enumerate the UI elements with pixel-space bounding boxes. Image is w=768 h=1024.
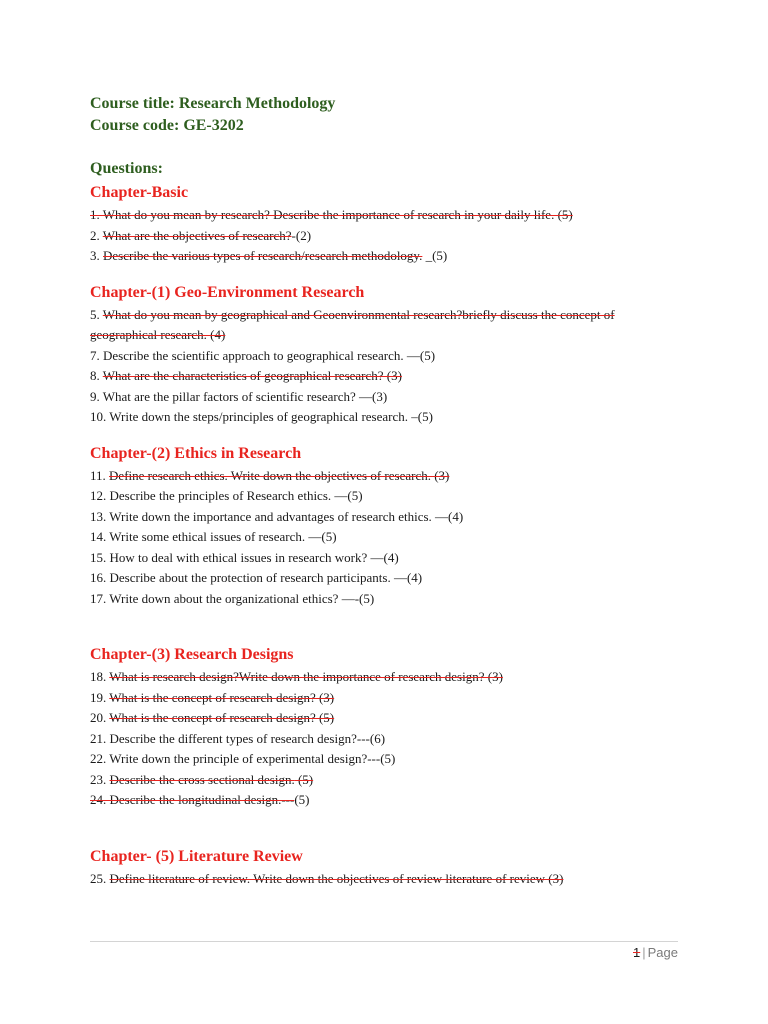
question-24 — [90, 790, 690, 811]
question-number: 23. — [90, 771, 110, 787]
question-marks: -(2) — [291, 227, 312, 243]
question-number: 18. — [90, 669, 110, 684]
questions-label: Questions: — [90, 160, 163, 177]
question-marks: (5) — [294, 771, 314, 787]
footer-separator: | — [642, 945, 646, 960]
question-3 — [90, 246, 690, 267]
page-footer — [633, 944, 678, 962]
question-text: What is the concept of research design? (3) — [109, 689, 335, 705]
chapter-heading-3: Chapter-(3) Research Designs — [90, 646, 294, 663]
question-number: 3. — [90, 248, 103, 263]
question-11 — [90, 466, 690, 487]
document-body — [90, 93, 690, 889]
question-marks: _(5) — [422, 248, 448, 263]
question-8 — [90, 366, 690, 387]
question-number: 5. — [90, 306, 103, 322]
page-label: Page — [647, 945, 678, 960]
chapter-heading-1: Chapter-(1) Geo-Environment Research — [90, 283, 365, 301]
footer-divider — [90, 941, 678, 942]
question-text: What are the objectives of research? — [102, 227, 292, 243]
spacer — [90, 267, 690, 281]
question-text: Describe the cross sectional design. — [109, 771, 295, 787]
question-text: Define research ethics. Write down the objectives of research. (3) — [109, 467, 450, 483]
chapter-heading-basic: Chapter-Basic — [90, 184, 189, 201]
question-text: What are the characteristics of geographical research? (3) — [102, 368, 402, 383]
question-25 — [90, 869, 690, 890]
question-7: 7. Describe the scientific approach to geographical research. —(5) — [90, 347, 436, 363]
question-9: 9. What are the pillar factors of scientific research? —(3) — [90, 388, 388, 404]
question-text: What is research design?Write down the importance of research design? (3) — [109, 669, 503, 684]
question-text: Define literature of review. Write down the objectives of review literature of review (3) — [109, 870, 564, 886]
spacer — [90, 428, 690, 442]
course-title: Course title: Research Methodology — [90, 95, 336, 112]
question-text: Describe the various types of research/research methodology. — [103, 248, 423, 263]
question-text: 24. Describe the longitudinal design.--- — [90, 792, 295, 807]
question-number: 2. — [90, 227, 103, 243]
question-10: 10. Write down the steps/principles of geographical research. –(5) — [90, 409, 433, 424]
question-21: 21. Describe the different types of research design?---(6) — [90, 730, 386, 746]
question-17: 17. Write down about the organizational ethics? —-(5) — [90, 590, 375, 606]
question-5 — [90, 305, 650, 346]
chapter-heading-2: Chapter-(2) Ethics in Research — [90, 444, 302, 462]
question-18 — [90, 667, 690, 688]
question-16: 16. Describe about the protection of research participants. —(4) — [90, 570, 423, 585]
question-number: 8. — [90, 368, 103, 383]
question-12: 12. Describe the principles of Research ethics. —(5) — [90, 488, 363, 503]
question-14: 14. Write some ethical issues of research. —(5) — [90, 529, 337, 544]
question-2 — [90, 226, 690, 247]
question-13: 13. Write down the importance and advantages of research ethics. —(4) — [90, 508, 464, 524]
chapter-heading-5: Chapter- (5) Literature Review — [90, 847, 303, 865]
course-code: Course code: GE-3202 — [90, 117, 244, 134]
spacer — [90, 811, 690, 845]
question-22: 22. Write down the principle of experimental design?---(5) — [90, 751, 396, 766]
question-23 — [90, 770, 690, 791]
question-marks: (5) — [294, 792, 310, 807]
question-15: 15. How to deal with ethical issues in research work? —(4) — [90, 549, 399, 565]
question-number: 25. — [90, 870, 110, 886]
question-20 — [90, 708, 690, 729]
question-number: 11. — [90, 467, 110, 483]
question-text: What do you mean by geographical and Geoenvironmental research?briefly discuss the concept of geographical research. (4) — [90, 306, 615, 342]
spacer — [90, 609, 690, 643]
question-text: What is the concept of research design? (5) — [109, 710, 335, 725]
question-number: 20. — [90, 710, 110, 725]
question-number: 19. — [90, 689, 110, 705]
question-19 — [90, 688, 690, 709]
page-number: 1 — [633, 945, 641, 960]
question-1: 1. What do you mean by research? Describe the importance of research in your daily life. (5) — [90, 207, 573, 222]
